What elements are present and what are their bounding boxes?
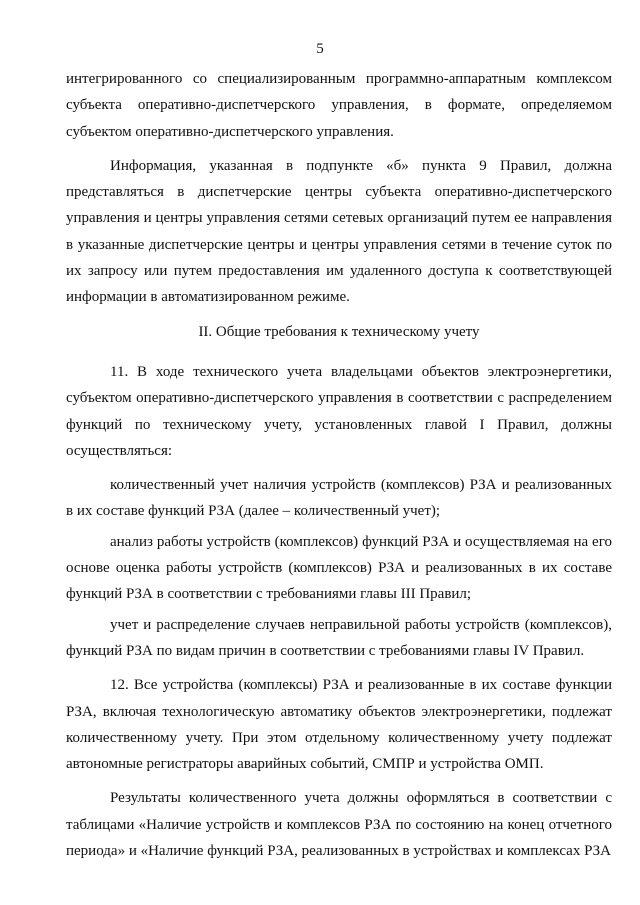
list-item-quantitative-accounting: количественный учет наличия устройств (комплексов) РЗА и реализованных в их составе функций РЗА (далее – количественный учет);	[66, 477, 612, 520]
page-number: 5	[316, 41, 324, 57]
body-text	[66, 66, 612, 872]
paragraph-information: Информация, указанная в подпункте «б» пункта 9 Правил, должна представляться в диспетчерские центры субъекта оперативно-диспетчерского управления и центры управления сетями сетевых организаций путем ее направления в указанные диспетчерские центры и центры управления сетями в течение суток по их запросу или путем предоставления им удаленного доступа к соответствующей информации в автоматизированном режиме.	[66, 157, 612, 306]
list-item-malfunction-accounting: учет и распределение случаев неправильной работы устройств (комплексов), функций РЗА по видам причин в соответствии с требованиями главы IV Правил.	[66, 616, 612, 659]
paragraph-12: 12. Все устройства (комплексы) РЗА и реализованные в их составе функции РЗА, включая технологическую автоматику объектов электроэнергетики, подлежат количественному учету. При этом отдельному количественному учету подлежат автономные регистраторы аварийных событий, СМПР и устройства ОМП.	[66, 677, 612, 773]
section-heading: II. Общие требования к техническому учету	[198, 323, 480, 340]
paragraph-results: Результаты количественного учета должны оформляться в соответствии с таблицами «Наличие устройств и комплексов РЗА по состоянию на конец отчетного периода» и «Наличие функций РЗА, реализованных в устройствах и комплексах РЗА	[66, 790, 612, 860]
list-item-work-analysis: анализ работы устройств (комплексов) функций РЗА и осуществляемая на его основе оценка работы устройств (комплексов) РЗА и реализованных в их составе функций РЗА в соответствии с требованиями главы III Правил;	[66, 533, 612, 603]
paragraph-11: 11. В ходе технического учета владельцами объектов электроэнергетики, субъектом оперативно-диспетчерского управления в соответствии с распределением функций по техническому учету, установленных главой I Правил, должны осуществляться:	[66, 363, 612, 459]
paragraph-continuation: интегрированного со специализированным программно-аппаратным комплексом субъекта оперативно-диспетчерского управления, в формате, определяемом субъектом оперативно-диспетчерского управления.	[66, 71, 612, 140]
